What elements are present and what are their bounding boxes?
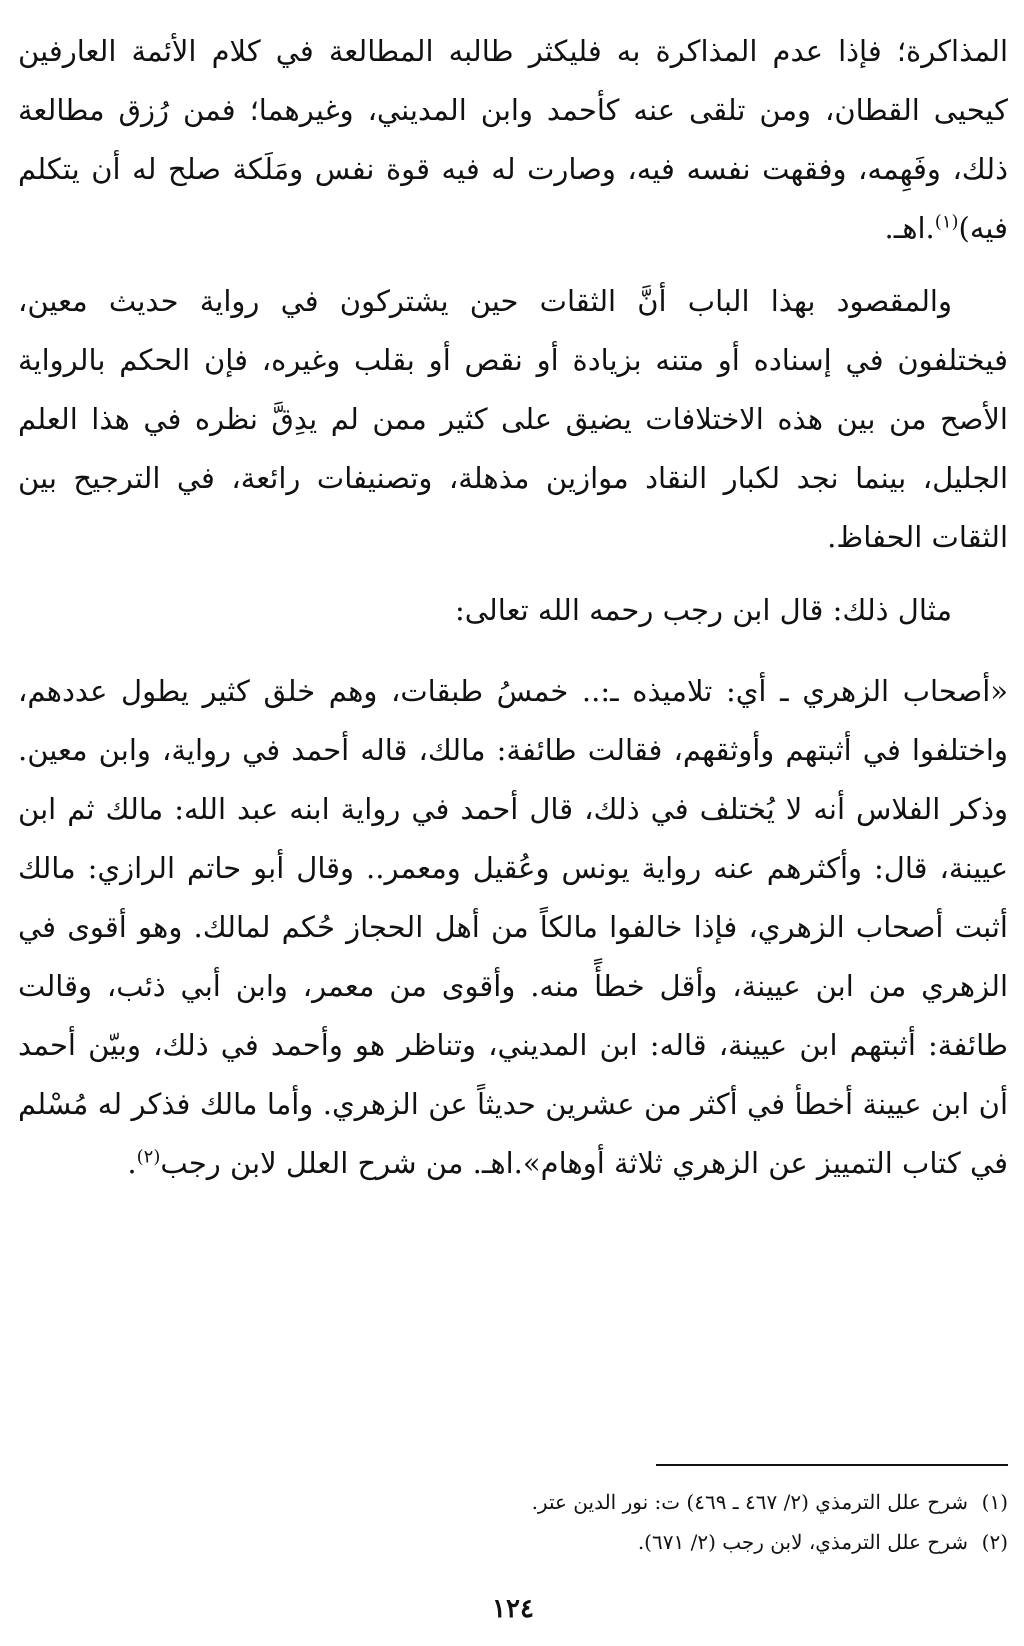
footnote-number: (١) (981, 1490, 1008, 1514)
footnote-marker: (١) (934, 211, 959, 233)
book-page (18, 22, 1008, 1632)
footnote-marker: (٢) (136, 1146, 161, 1168)
main-text (18, 22, 1008, 1193)
footnote-number: (٢) (981, 1530, 1008, 1554)
page-number: ١٢٤ (492, 1594, 534, 1624)
paragraph-continuation (18, 22, 1008, 258)
footnote-divider (656, 1464, 1008, 1466)
footnotes (18, 1482, 1008, 1562)
footnote-item (18, 1522, 1008, 1562)
paragraph-text: والمقصود بهذا الباب أنَّ الثقات حين يشتركون في رواية حديث معين، فيختلفون في إسناده أو متنه بزيادة أو نقص أو بقلب وغيره، فإن الحكم بالرواية الأصح من بين هذه الاختلافات يضيق على كثير ممن لم يدِقَّ نظره في هذا العلم الجليل، بينما نجد لكبار النقاد موازين مذهلة، وتصنيفات رائعة، في الترجيح بين الثقات الحفاظ. (18, 284, 1008, 554)
paragraph-text: المذاكرة؛ فإذا عدم المذاكرة به فليكثر طالبه المطالعة في كلام الأئمة العارفين كيحيى القطان، ومن تلقى عنه كأحمد وابن المديني، وغيرهما؛ فمن رُزق مطالعة ذلك، وفَهِمه، وفقهت نفسه فيه، وصارت له فيه قوة نفس ومَلَكة صلح له أن يتكلم فيه) (18, 34, 1008, 245)
paragraph-ending: .اهـ. (884, 211, 935, 245)
paragraph-quotation (18, 662, 1008, 1193)
paragraph-purpose (18, 272, 1008, 567)
footnote-item (18, 1482, 1008, 1522)
footnote-text: شرح علل الترمذي، لابن رجب (٢/ ٦٧١). (637, 1530, 968, 1554)
footnote-text: شرح علل الترمذي (٢/ ٤٦٧ ـ ٤٦٩) ت: نور الدين عتر. (531, 1490, 968, 1514)
paragraph-text: «أصحاب الزهري ـ أي: تلاميذه ـ:.. خمسُ طبقات، وهم خلق كثير يطول عددهم، واختلفوا في أثبتهم وأوثقهم، فقالت طائفة: مالك، قاله أحمد في رواية، وابن معين. وذكر الفلاس أنه لا يُختلف في ذلك، قال أحمد في رواية ابنه عبد الله: مالك ثم ابن عيينة، قال: وأكثرهم عنه رواية يونس وعُقيل ومعمر.. وقال أبو حاتم الرازي: مالك أثبت أصحاب الزهري، فإذا خالفوا مالكاً من أهل الحجاز حُكم لمالك. وهو أقوى في الزهري من ابن عيينة، وأقل خطأً منه. وأقوى من معمر، وابن أبي ذئب، وقالت طائفة: أثبتهم ابن عيينة، قاله: ابن المديني، وتناظر هو وأحمد في ذلك، وبيّن أحمد أن ابن عيينة أخطأ في أكثر من عشرين حديثاً عن الزهري. وأما مالك فذكر له مُسْلم في كتاب التمييز عن الزهري ثلاثة أوهام».اهـ. من شرح العلل لابن رجب (18, 674, 1008, 1180)
paragraph-example-intro (18, 581, 1008, 640)
paragraph-ending: . (127, 1146, 137, 1180)
paragraph-text: مثال ذلك: قال ابن رجب رحمه الله تعالى: (454, 593, 952, 627)
